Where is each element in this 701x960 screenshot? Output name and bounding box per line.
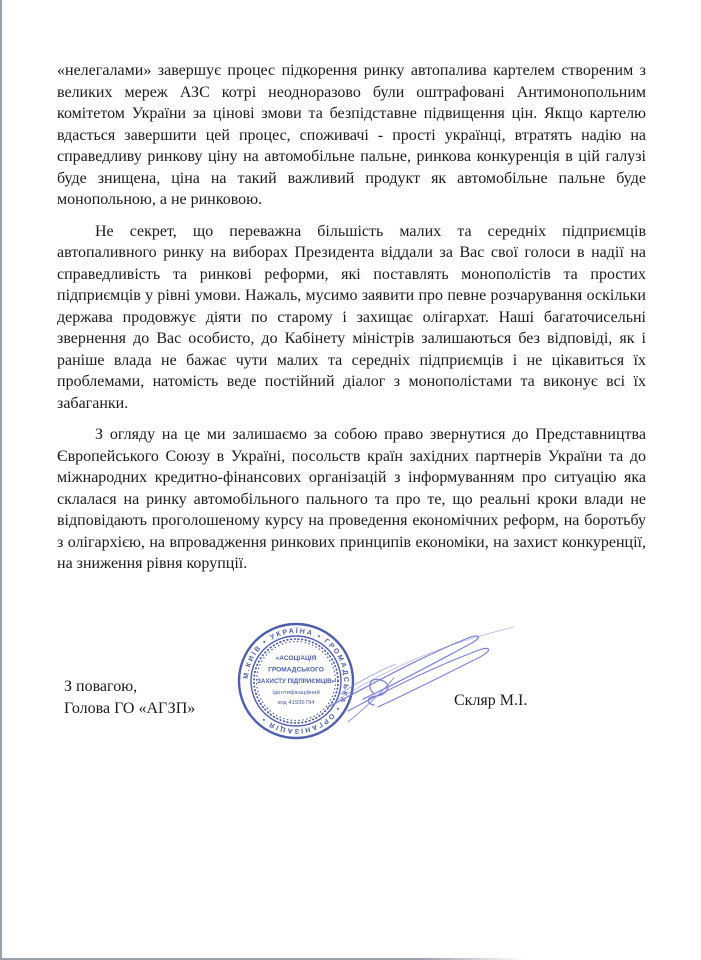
stamp-line-2: ГРОМАДСЬКОГО	[268, 666, 324, 674]
signature-stroke-1	[328, 636, 479, 707]
letter-body	[57, 60, 646, 585]
signer-title: Голова ГО «АГЗП»	[64, 699, 196, 717]
stamp-line-1: «АСОЦІАЦІЯ	[275, 655, 317, 662]
stamp-line-4: Ідентифікаційний	[272, 690, 320, 696]
stamp-line-3: ЗАХИСТУ ПІДПРИЄМЦІВ»	[257, 678, 336, 685]
closing-block	[64, 676, 195, 719]
paragraph-2: Не секрет, що переважна більшість малих та середніх підприємців автопаливного ринку на виборах Президента віддали за Вас свої голоси в надії на справедливість та ринкові реформи, які поставлять монополістів та простих підприємців у рівні умови. Нажаль, мусимо заявити про певне розчарування оскільки держава продовжує діяти по старому і захищає олігархат. Наші багаточисельні звернення до Вас особисто, до Кабінету міністрів залишаються без відповіді, як і раніше влада не бажає чути малих та середніх підприємців і не цікавиться їх проблемами, натомість веде постійний діалог з монополістами та виконує всі їх забаганки.	[57, 222, 646, 412]
stamp-line-5: код 41936794	[277, 700, 315, 706]
paragraph-3: З огляду на це ми залишаємо за собою право звернутися до Представництва Європейського Союзу в Україні, посольств країн західних партнерів України та до міжнародних кредитно-фінансових організацій з інформуванням про ситуацію яка склалася на ринку автомобільного пального та про те, що реальні кроки влади не відповідають проголошеному курсу на проведення економічних реформ, на боротьбу з олігархією, на впровадження ринкових принципів економіки, на захист конкуренції, на зниження рівня корупції.	[57, 426, 646, 572]
closing-line: З повагою,	[64, 678, 138, 695]
signature-stroke-faint	[336, 627, 514, 701]
stamp-ring-text: М.КИЇВ • УКРАЇНА • ГРОМАДСЬКА • ОРГАНІЗАЦІЯ •	[242, 627, 350, 735]
handwritten-signature-icon	[318, 598, 523, 726]
signer-name: Скляр М.І.	[454, 692, 528, 709]
paragraph-1: «нелегалами» завершує процес підкорення ринку автопалива картелем створеним з великих мереж АЗС котрі неодноразово були оштрафовані Антимонопольним комітетом України за цінові змови та безпідставне підвищення цін. Якщо картелю вдасться завершити цей процес, споживачі - прості українці, втратять надію на справедливу ринкову ціну на автомобільне пальне, ринкова конкуренція в цій галузі буде знищена, ціна на такий важливий продукт як автомобільне пальне буде монопольною, а не ринковою.	[57, 62, 646, 208]
page-edge-left	[0, 0, 2, 960]
